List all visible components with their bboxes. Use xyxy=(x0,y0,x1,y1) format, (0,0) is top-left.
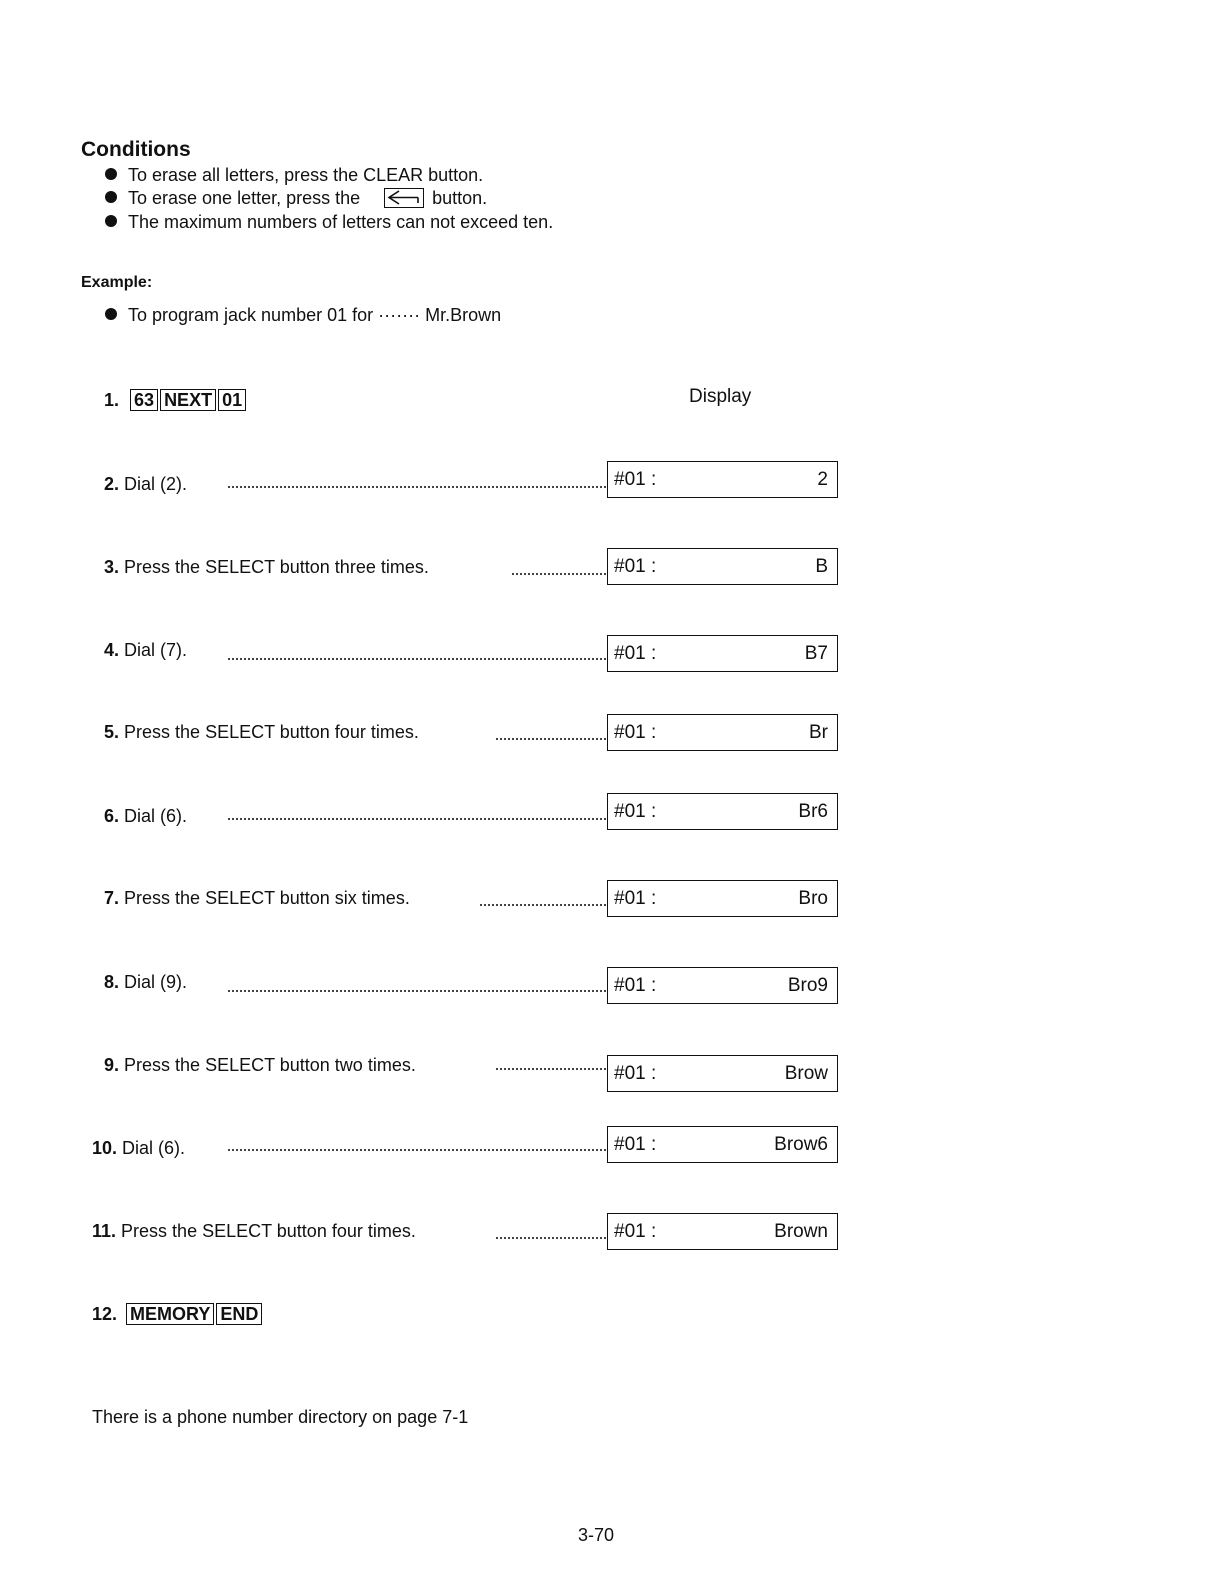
bullet-icon xyxy=(105,308,117,320)
lcd-entry: Brow6 xyxy=(774,1133,828,1155)
key-63: 63 xyxy=(130,389,158,411)
condition-item-maximum xyxy=(105,211,553,233)
lcd-entry: Bro9 xyxy=(787,974,828,996)
step-4 xyxy=(104,640,187,661)
step-11 xyxy=(92,1221,416,1242)
lcd-entry: Bro xyxy=(798,887,828,909)
dot-leader xyxy=(228,486,606,488)
key-next: NEXT xyxy=(160,389,216,411)
condition-text: To erase all letters, press the CLEAR button. xyxy=(128,165,484,185)
step-text: Press the SELECT button four times. xyxy=(124,722,419,742)
step-12 xyxy=(92,1303,264,1325)
lcd-display xyxy=(607,793,838,830)
key-memory: MEMORY xyxy=(126,1303,214,1325)
lcd-jack-label: #01 : xyxy=(614,642,657,664)
lcd-jack-label: #01 : xyxy=(614,1062,657,1084)
lcd-entry: Brown xyxy=(774,1220,828,1242)
example-label: Example: xyxy=(81,274,153,291)
step-text: Press the SELECT button six times. xyxy=(124,888,410,908)
lcd-jack-label: #01 : xyxy=(614,468,657,490)
dot-leader xyxy=(496,738,606,740)
condition-text: To erase one letter, press the xyxy=(128,188,361,208)
lcd-display xyxy=(607,967,838,1004)
lcd-display xyxy=(607,880,838,917)
dot-leader xyxy=(228,658,606,660)
example-item xyxy=(105,304,501,326)
step-5 xyxy=(104,722,419,743)
backspace-key-icon xyxy=(384,188,424,208)
lcd-jack-label: #01 : xyxy=(614,800,657,822)
step-8 xyxy=(104,972,187,993)
step-number: 2. xyxy=(104,474,120,494)
key-01: 01 xyxy=(218,389,246,411)
example-text: To program jack number 01 for ······· Mr.Brown xyxy=(128,305,502,325)
lcd-entry: Brow xyxy=(784,1062,828,1084)
step-number: 3. xyxy=(104,557,120,577)
step-text: Press the SELECT button three times. xyxy=(124,557,429,577)
step-10 xyxy=(92,1138,185,1159)
step-text: Press the SELECT button two times. xyxy=(124,1055,416,1075)
lcd-display xyxy=(607,635,838,672)
step-number: 8. xyxy=(104,972,120,992)
step-number: 12. xyxy=(92,1304,118,1324)
key-end: END xyxy=(216,1303,262,1325)
step-number: 10. xyxy=(92,1138,118,1158)
conditions-heading: Conditions xyxy=(81,138,191,161)
lcd-entry: Br6 xyxy=(798,800,828,822)
step-number: 9. xyxy=(104,1055,120,1075)
step-number: 5. xyxy=(104,722,120,742)
bullet-icon xyxy=(105,168,117,180)
lcd-display xyxy=(607,1055,838,1092)
step-number: 11. xyxy=(92,1221,117,1241)
dot-leader xyxy=(496,1237,606,1239)
step-text: Dial (7). xyxy=(124,640,188,660)
step-6 xyxy=(104,806,187,827)
condition-text: button. xyxy=(432,188,488,208)
lcd-display xyxy=(607,1126,838,1163)
step-text: Dial (6). xyxy=(124,806,188,826)
lcd-jack-label: #01 : xyxy=(614,721,657,743)
page-number: 3-70 xyxy=(578,1525,615,1545)
lcd-jack-label: #01 : xyxy=(614,555,657,577)
directory-footnote: There is a phone number directory on page 7-1 xyxy=(92,1407,469,1427)
lcd-jack-label: #01 : xyxy=(614,1133,657,1155)
bullet-icon xyxy=(105,191,117,203)
lcd-entry: 2 xyxy=(817,468,828,490)
condition-item-clear xyxy=(105,164,483,186)
dot-leader xyxy=(228,990,606,992)
display-column-label: Display xyxy=(689,386,752,407)
lcd-entry: Br xyxy=(809,721,828,743)
step-3 xyxy=(104,557,429,578)
step-text: Press the SELECT button four times. xyxy=(121,1221,416,1241)
step-number: 7. xyxy=(104,888,120,908)
bullet-icon xyxy=(105,215,117,227)
step-text: Dial (9). xyxy=(124,972,188,992)
dot-leader xyxy=(228,1149,606,1151)
lcd-jack-label: #01 : xyxy=(614,1220,657,1242)
lcd-display xyxy=(607,461,838,498)
lcd-jack-label: #01 : xyxy=(614,974,657,996)
step-text: Dial (6). xyxy=(122,1138,186,1158)
lcd-entry: B7 xyxy=(804,642,828,664)
step-number: 4. xyxy=(104,640,120,660)
lcd-entry: B xyxy=(815,555,828,577)
condition-item-backspace xyxy=(105,187,487,209)
step-number: 6. xyxy=(104,806,120,826)
step-1 xyxy=(104,389,248,411)
dot-leader xyxy=(480,904,606,906)
step-9 xyxy=(104,1055,416,1076)
dot-leader xyxy=(496,1068,606,1070)
dot-leader xyxy=(228,818,606,820)
step-2 xyxy=(104,474,187,495)
lcd-display xyxy=(607,1213,838,1250)
lcd-jack-label: #01 : xyxy=(614,887,657,909)
dot-leader xyxy=(512,573,606,575)
lcd-display xyxy=(607,714,838,751)
step-text: Dial (2). xyxy=(124,474,188,494)
step-number: 1. xyxy=(104,390,120,410)
lcd-display xyxy=(607,548,838,585)
condition-text: The maximum numbers of letters can not exceed ten. xyxy=(128,212,554,232)
step-7 xyxy=(104,888,410,909)
